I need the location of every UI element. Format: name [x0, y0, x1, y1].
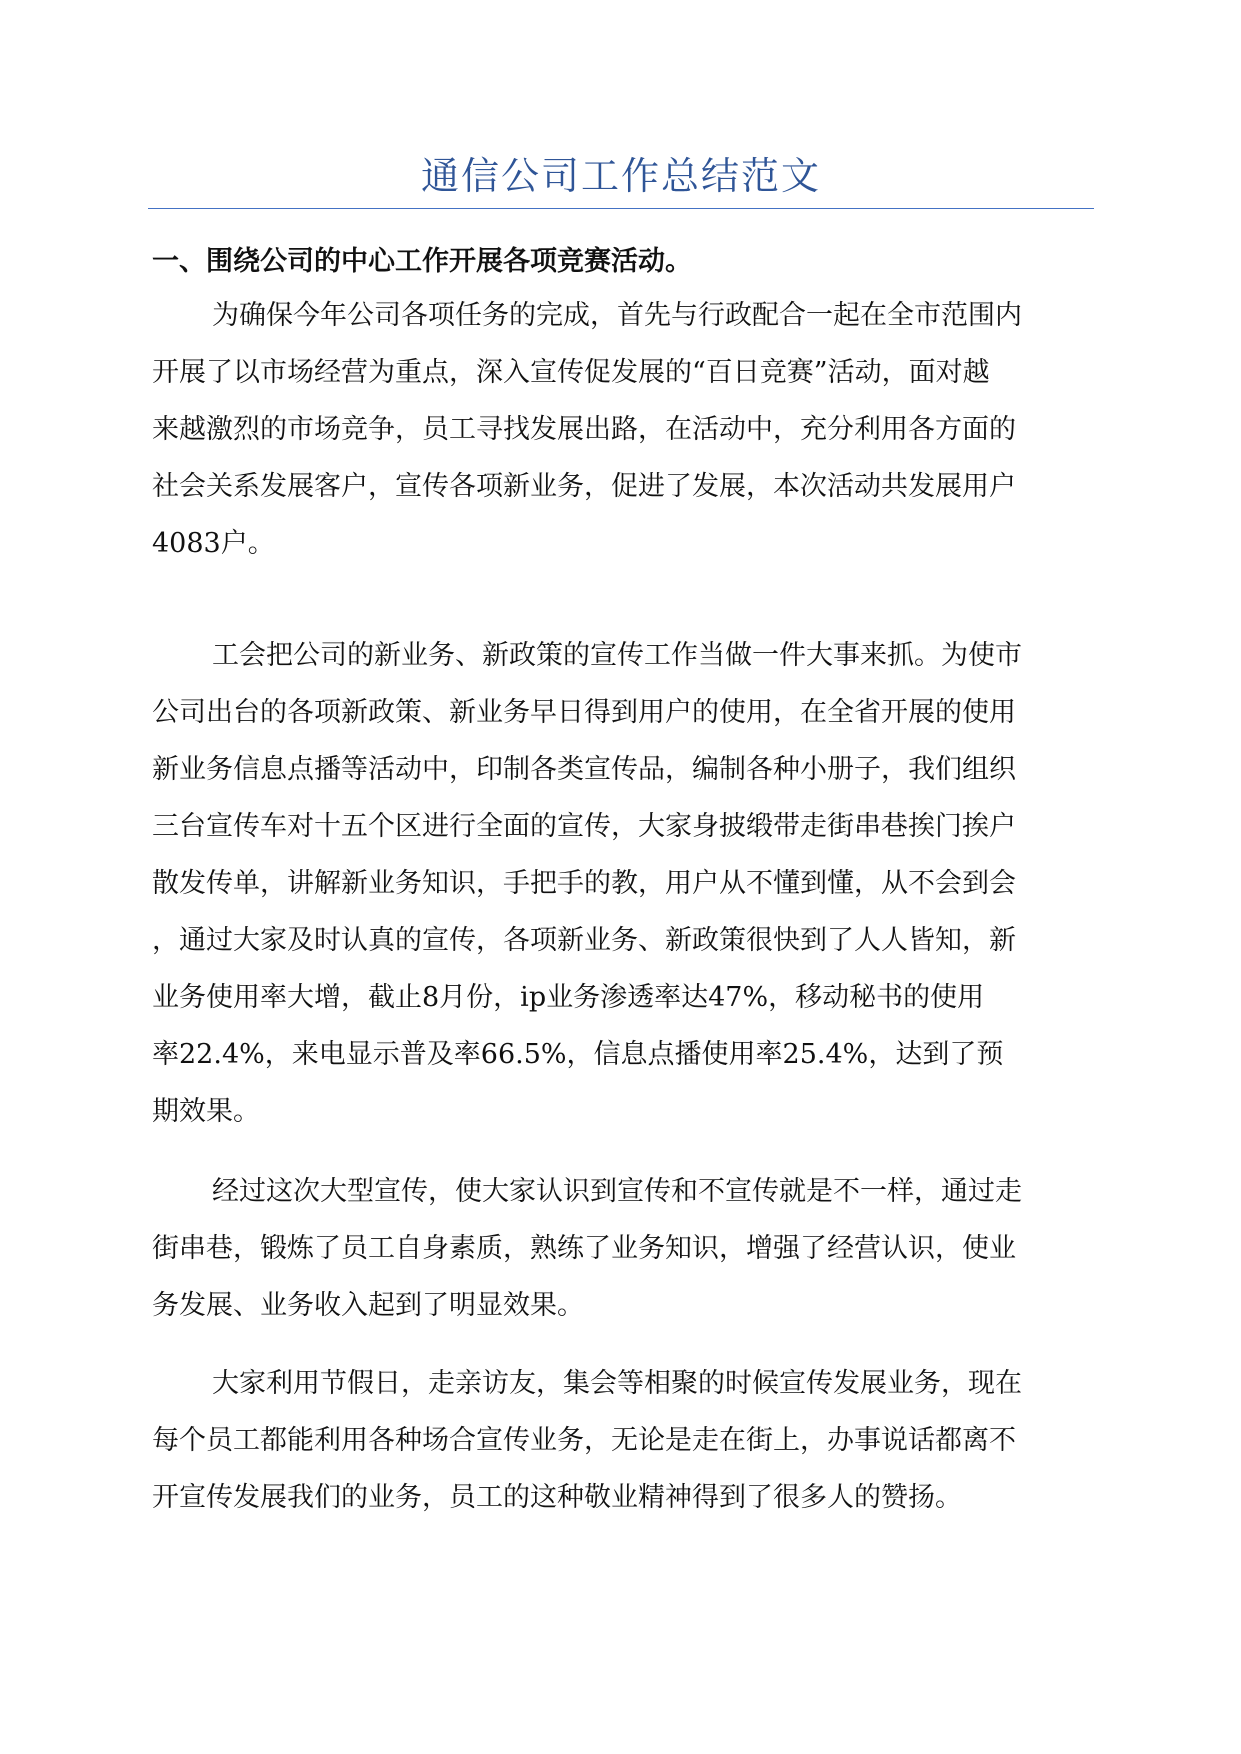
paragraph-line: 率22.4%，来电显示普及率66.5%，信息点播使用率25.4%，达到了预: [152, 1039, 1004, 1070]
paragraph-line: 来越激烈的市场竞争，员工寻找发展出路，在活动中，充分利用各方面的: [152, 414, 1016, 445]
paragraph-line: 4083户。: [152, 528, 275, 559]
paragraph-line: 三台宣传车对十五个区进行全面的宣传，大家身披缎带走街串巷挨门挨户: [152, 811, 1016, 842]
paragraph-line: 为确保今年公司各项任务的完成，首先与行政配合一起在全市范围内: [212, 300, 1022, 331]
paragraph-line: 开宣传发展我们的业务，员工的这种敬业精神得到了很多人的赞扬。: [152, 1482, 962, 1513]
paragraph-line: 经过这次大型宣传，使大家认识到宣传和不宣传就是不一样，通过走: [212, 1176, 1022, 1207]
paragraph-2: [152, 627, 1092, 1140]
paragraph-line: 街串巷，锻炼了员工自身素质，熟练了业务知识，增强了经营认识，使业: [152, 1233, 1016, 1264]
paragraph-line: 散发传单，讲解新业务知识，手把手的教，用户从不懂到懂，从不会到会: [152, 868, 1016, 899]
paragraph-line: 务发展、业务收入起到了明显效果。: [152, 1290, 584, 1321]
paragraph-line: 公司出台的各项新政策、新业务早日得到用户的使用，在全省开展的使用: [152, 697, 1016, 728]
paragraph-line: 新业务信息点播等活动中，印制各类宣传品，编制各种小册子，我们组织: [152, 754, 1016, 785]
paragraph-1: [152, 287, 1092, 572]
paragraph-4: [152, 1355, 1092, 1526]
paragraph-3: [152, 1163, 1092, 1334]
paragraph-line: 每个员工都能利用各种场合宣传业务，无论是走在街上，办事说话都离不: [152, 1425, 1016, 1456]
paragraph-line: 大家利用节假日，走亲访友，集会等相聚的时候宣传发展业务，现在: [212, 1368, 1022, 1399]
paragraph-line: 社会关系发展客户，宣传各项新业务，促进了发展，本次活动共发展用户: [152, 471, 1016, 502]
paragraph-line: 业务使用率大增，截止8月份，ip业务渗透率达47%，移动秘书的使用: [152, 982, 985, 1013]
paragraph-line: 工会把公司的新业务、新政策的宣传工作当做一件大事来抓。为使市: [212, 640, 1022, 671]
paragraph-line: 期效果。: [152, 1096, 260, 1127]
title-underline: [148, 208, 1094, 209]
paragraph-line: ，通过大家及时认真的宣传，各项新业务、新政策很快到了人人皆知，新: [152, 925, 1016, 956]
paragraph-line: 开展了以市场经营为重点，深入宣传促发展的“百日竞赛”活动，面对越: [152, 357, 990, 388]
document-title: 通信公司工作总结范文: [420, 154, 821, 198]
section-heading: 一、围绕公司的中心工作开展各项竞赛活动。: [152, 246, 692, 277]
